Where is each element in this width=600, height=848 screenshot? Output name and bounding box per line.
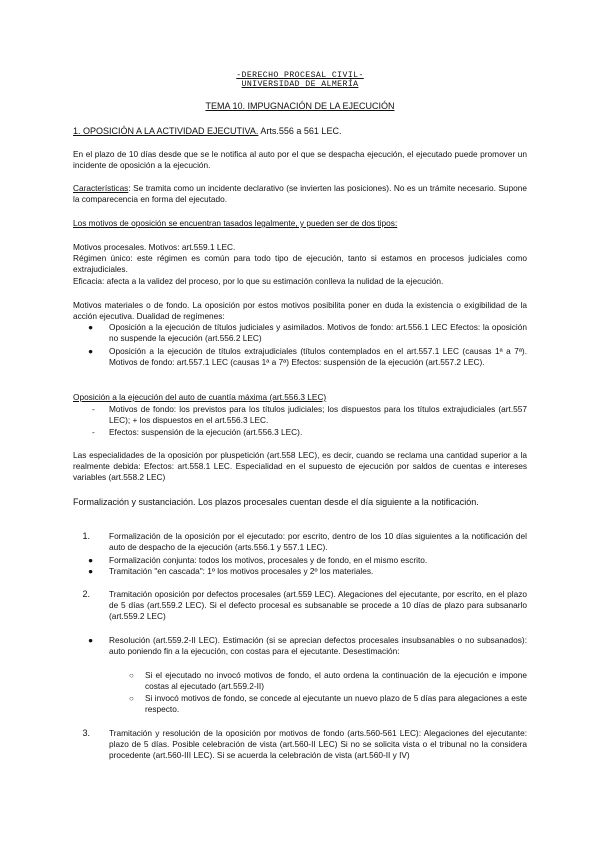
motivos-heading: Los motivos de oposición se encuentran tasados legalmente, y pueden ser de dos tipos: bbox=[73, 218, 398, 228]
step-text: Tramitación oposición por defectos procesales (art.559 LEC). Alegaciones del ejecutante, por escrito, en el plazo de 5 días (art.559.2 LEC). Si el defecto procesal es subsanable se procede a 10 días de plazo para subsanarlo (art.559.2 LEC) bbox=[109, 589, 527, 622]
bullet-text: Resolución (art.559.2-II LEC). Estimación (si se aprecian defectos procesales insubsanables o no subsanados): auto poniendo fin a la ejecución, con costas para el ejecutante. Desestimación: bbox=[109, 635, 527, 657]
bullet-icon: ● bbox=[88, 635, 94, 645]
bullet-text: Formalización conjunta: todos los motivos, procesales y de fondo, en el mismo escrito. bbox=[109, 555, 428, 565]
bullet-icon: ● bbox=[88, 555, 94, 565]
bullet-icon: ● bbox=[88, 346, 94, 356]
dash-icon: - bbox=[92, 404, 95, 414]
bullet-text: Oposición a la ejecución de títulos judiciales y asimilados. Motivos de fondo: art.556.1 LEC Efectos: la oposición no suspende la ejecución (art.556.2 LEC) bbox=[109, 322, 527, 344]
circle-text: Si el ejecutado no invocó motivos de fondo, el auto ordena la continuación de la ejecución e impone costas al ejecutado (art.559.2-II) bbox=[145, 670, 527, 692]
dash-text: Motivos de fondo: los previstos para los títulos judiciales; los dispuestos para los títulos extrajudiciales (art.557 LEC); + los dispuestos en el art.556.3 LEC. bbox=[109, 404, 527, 426]
procesales-title: Motivos procesales. Motivos: art.559.1 LEC. bbox=[73, 242, 236, 252]
course-title: -DERECHO PROCESAL CIVIL- bbox=[236, 71, 364, 80]
procesales-eficacia: Eficacia: afecta a la validez del proceso, por lo que su estimación conlleva la nulidad de la ejecución. bbox=[73, 276, 444, 286]
caracteristicas-text: : Se tramita como un incidente declarativo (se invierten las posiciones). No es un trámite necesario. Supone la comparecencia en forma del ejecutado. bbox=[73, 183, 527, 205]
formalizacion-paragraph: Formalización y sustanciación. Los plazos procesales cuentan desde el día siguiente a la notificación. bbox=[73, 497, 479, 507]
pluspeticion-paragraph: Las especialidades de la oposición por pluspetición (art.558 LEC), es decir, cuando se reclama una cantidad superior a la realmente debida: Efectos: art.558.1 LEC. Especialidad en el supuesto de ejecución por saldos de cuentas e intereses variables (art.558.2 LEC) bbox=[73, 450, 527, 483]
cuantia-heading: Oposición a la ejecución del auto de cuantía máxima (art.556.3 LEC) bbox=[73, 392, 327, 402]
bullet-text: Oposición a la ejecución de títulos extrajudiciales (títulos contemplados en el art.557.1 LEC (causas 1ª a 7ª). Motivos de fondo: art.557.1 LEC (causas 1ª a 7ª) Efectos: suspensión de la ejecución (art.557.2 LEC). bbox=[109, 346, 527, 368]
university-name: UNIVERSIDAD DE ALMERÍA bbox=[241, 80, 359, 89]
section-heading bbox=[73, 126, 527, 137]
dash-text: Efectos: suspensión de la ejecución (art.556.3 LEC). bbox=[109, 427, 303, 437]
step-text: Tramitación y resolución de la oposición por motivos de fondo (arts.560-561 LEC): Alegaciones del ejecutante: plazo de 5 días. Posible celebración de vista (art.560-II LEC) Si no se solicita vista o el tribunal no la considera procedente (art.560-III LEC). Si se acuerda la celebración de vista (art.560-II y IV) bbox=[109, 728, 527, 761]
section-heading-main: 1. OPOSICIÓN A LA ACTIVIDAD EJECUTIVA. bbox=[73, 126, 259, 136]
topic-title: TEMA 10. IMPUGNACIÓN DE LA EJECUCIÓN bbox=[205, 101, 395, 111]
circle-bullet-icon: ○ bbox=[129, 671, 134, 680]
step-number: 1. bbox=[82, 531, 90, 541]
caracteristicas-label: Características bbox=[73, 183, 129, 193]
caracteristicas-paragraph bbox=[73, 183, 527, 205]
dash-icon: - bbox=[92, 427, 95, 437]
step-text: Formalización de la oposición por el ejecutado: por escrito, dentro de los 10 días siguientes a la notificación del auto de despacho de la ejecución (arts.556.1 y 557.1 LEC). bbox=[109, 531, 527, 553]
step-number: 3. bbox=[82, 728, 90, 738]
procesales-regimen: Régimen único: este régimen es común para todo tipo de ejecución, tanto si estamos en procesos judiciales como extrajudiciales. bbox=[73, 253, 527, 275]
materiales-intro: Motivos materiales o de fondo. La oposición por estos motivos posibilita poner en duda la existencia o exigibilidad de la acción ejecutiva. Dualidad de regímenes: bbox=[73, 300, 527, 322]
intro-paragraph: En el plazo de 10 días desde que se le notifica al auto por el que se despacha ejecución, el ejecutado puede promover un incidente de oposición a la ejecución. bbox=[73, 149, 527, 171]
step-number: 2. bbox=[82, 589, 90, 599]
circle-bullet-icon: ○ bbox=[129, 694, 134, 703]
bullet-icon: ● bbox=[88, 322, 94, 332]
circle-text: Si invocó motivos de fondo, se concede al ejecutante un nuevo plazo de 5 días para alegaciones a este respecto. bbox=[145, 693, 527, 715]
bullet-icon: ● bbox=[88, 566, 94, 576]
bullet-text: Tramitación "en cascada": 1º los motivos procesales y 2º los materiales. bbox=[109, 566, 374, 576]
section-heading-arts: Arts.556 a 561 LEC. bbox=[258, 126, 342, 136]
